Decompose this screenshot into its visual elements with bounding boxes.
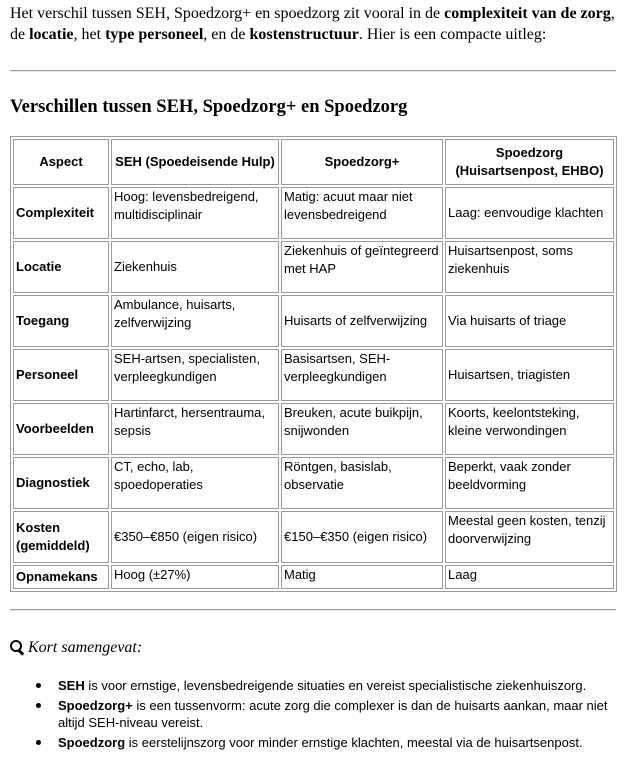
- table-cell: Laag: eenvoudige klachten: [445, 187, 614, 239]
- magnifier-icon: [10, 640, 24, 654]
- row-label: Diagnostiek: [13, 457, 109, 509]
- intro-text-3: , het: [73, 26, 106, 43]
- table-cell: Via huisarts of triage: [445, 295, 614, 347]
- table-row: [13, 349, 614, 401]
- intro-text-2: , de: [10, 5, 615, 43]
- table-cell: Laag: [445, 565, 614, 589]
- horizontal-rule-top: [10, 70, 616, 72]
- table-row: [13, 187, 614, 239]
- intro-text-4: , en de: [203, 26, 250, 43]
- table-cell: Huisarts of zelfverwijzing: [281, 295, 443, 347]
- summary-list: [0, 677, 610, 754]
- table-header-row: [13, 139, 614, 185]
- row-label: Kosten (gemiddeld): [13, 511, 109, 563]
- table-row: [13, 565, 614, 589]
- table-cell: Beperkt, vaak zonder beeldvorming: [445, 457, 614, 509]
- list-item: [0, 677, 610, 694]
- row-label: Voorbeelden: [13, 403, 109, 455]
- list-item-text: is een tussenvorm: acute zorg die complexer is dan de huisarts aankan, maar niet altijd SEH-niveau vereist.: [58, 698, 608, 730]
- table-row: [13, 403, 614, 455]
- summary-title-text: Kort samengevat: [28, 639, 137, 656]
- row-label: Locatie: [13, 241, 109, 293]
- table-row: [13, 241, 614, 293]
- header-spoedzorg: Spoedzorg (Huisartsenpost, EHBO): [445, 139, 614, 185]
- table-cell: Ambulance, huisarts, zelfverwijzing: [111, 295, 279, 347]
- table-row: [13, 295, 614, 347]
- header-seh: SEH (Spoedeisende Hulp): [111, 139, 279, 185]
- table-cell: Meestal geen kosten, tenzij doorverwijzing: [445, 511, 614, 563]
- intro-bold-personeel: type personeel: [105, 26, 204, 43]
- header-aspect: Aspect: [13, 139, 109, 185]
- list-item: [0, 734, 610, 751]
- comparison-table: [10, 136, 617, 592]
- table-row: [13, 511, 614, 563]
- table-cell: Hoog (±27%): [111, 565, 279, 589]
- horizontal-rule-bottom: [10, 609, 616, 611]
- list-item-text: is eerstelijnszorg voor minder ernstige klachten, meestal via de huisartsenpost.: [125, 735, 583, 750]
- section-heading: Verschillen tussen SEH, Spoedzorg+ en Spoedzorg: [10, 97, 408, 117]
- table-cell: €150–€350 (eigen risico): [281, 511, 443, 563]
- table-cell: Huisartsen, triagisten: [445, 349, 614, 401]
- table-cell: Matig: [281, 565, 443, 589]
- intro-bold-locatie: locatie: [29, 26, 74, 43]
- table-cell: Matig: acuut maar niet levensbedreigend: [281, 187, 443, 239]
- list-item: [0, 697, 610, 731]
- table-cell: Hoog: levensbedreigend, multidisciplinair: [111, 187, 279, 239]
- table-cell: Breuken, acute buikpijn, snijwonden: [281, 403, 443, 455]
- table-cell: Koorts, keelontsteking, kleine verwondingen: [445, 403, 614, 455]
- header-spoedzorg-plus: Spoedzorg+: [281, 139, 443, 185]
- row-label: Personeel: [13, 349, 109, 401]
- table-cell: Huisartsenpost, soms ziekenhuis: [445, 241, 614, 293]
- table-row: [13, 457, 614, 509]
- table-cell: Hartinfarct, hersentrauma, sepsis: [111, 403, 279, 455]
- list-item-term: Spoedzorg+: [58, 698, 133, 713]
- intro-text-1: Het verschil tussen SEH, Spoedzorg+ en spoedzorg zit vooral in de: [10, 5, 445, 22]
- row-label: Toegang: [13, 295, 109, 347]
- table-cell: CT, echo, lab, spoedoperaties: [111, 457, 279, 509]
- table-cell: Ziekenhuis: [111, 241, 279, 293]
- table-cell: SEH-artsen, specialisten, verpleegkundigen: [111, 349, 279, 401]
- summary-title-colon: :: [136, 639, 143, 656]
- list-item-term: SEH: [58, 678, 85, 693]
- intro-text-5: . Hier is een compacte uitleg:: [358, 26, 547, 43]
- table-cell: Basisartsen, SEH-verpleegkundigen: [281, 349, 443, 401]
- row-label: Complexiteit: [13, 187, 109, 239]
- summary-heading: [10, 639, 142, 657]
- list-item-text: is voor ernstige, levensbedreigende situaties en vereist specialistische ziekenhuiszorg.: [84, 678, 587, 693]
- list-item-term: Spoedzorg: [58, 735, 126, 750]
- table-cell: Ziekenhuis of geïntegreerd met HAP: [281, 241, 443, 293]
- table-cell: Röntgen, basislab, observatie: [281, 457, 443, 509]
- row-label: Opnamekans: [13, 565, 109, 589]
- intro-paragraph: [10, 3, 616, 45]
- table-cell: €350–€850 (eigen risico): [111, 511, 279, 563]
- intro-bold-kosten: kostenstructuur: [249, 26, 359, 43]
- intro-bold-complexiteit: complexiteit van de zorg: [444, 5, 611, 22]
